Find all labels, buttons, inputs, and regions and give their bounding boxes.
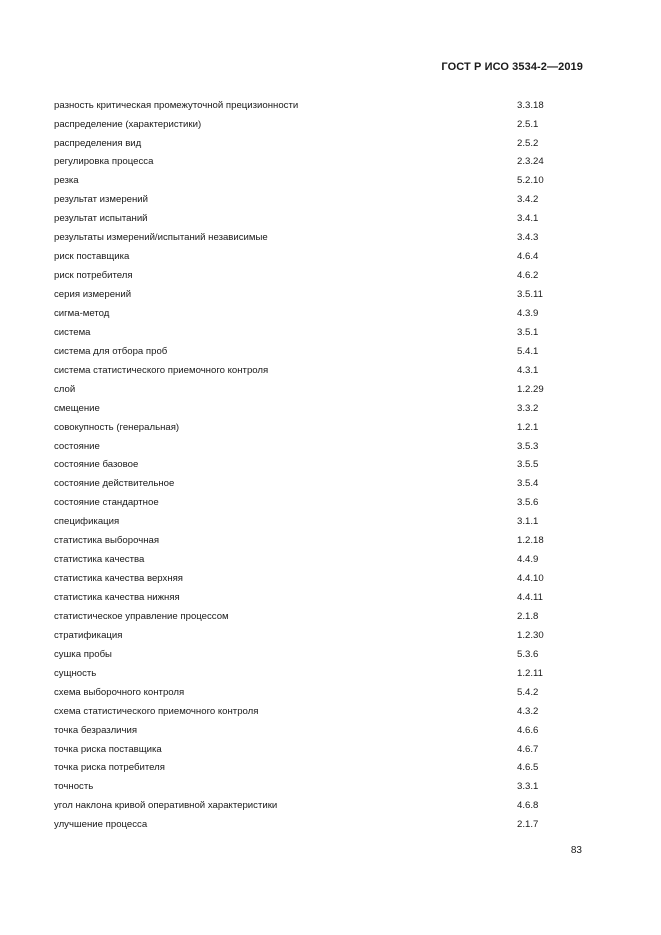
index-entry (54, 778, 574, 797)
index-entry (54, 683, 574, 702)
index-term: состояние действительное (54, 478, 175, 490)
index-entry (54, 210, 574, 229)
index-ref: 1.2.1 (517, 421, 539, 433)
index-term: резка (54, 175, 79, 187)
index-entry (54, 437, 574, 456)
index-ref: 1.2.11 (517, 667, 543, 679)
index-entry (54, 266, 574, 285)
index-ref: 3.4.1 (517, 213, 539, 225)
index-entry (54, 285, 574, 304)
index-term: статистика качества верхняя (54, 573, 184, 585)
index-entry (54, 721, 574, 740)
index-entry (54, 380, 574, 399)
index-ref: 2.5.2 (517, 137, 539, 149)
index-entry (54, 513, 574, 532)
index-entry (54, 740, 574, 759)
index-ref: 4.6.5 (517, 762, 539, 774)
index-ref: 3.5.6 (517, 497, 539, 509)
index-ref: 3.4.3 (517, 232, 539, 244)
index-ref: 4.3.2 (517, 705, 539, 717)
index-entry (54, 664, 574, 683)
index-entry (54, 607, 574, 626)
index-ref: 4.6.4 (517, 251, 539, 263)
index-term: совокупность (генеральная) (54, 421, 180, 433)
index-entry (54, 323, 574, 342)
index-term: стратификация (54, 629, 123, 641)
index-term: статистика выборочная (54, 535, 160, 547)
index-ref: 3.5.1 (517, 326, 539, 338)
index-ref: 3.1.1 (517, 516, 539, 528)
index-term: распределение (характеристики) (54, 118, 202, 130)
index-entry (54, 759, 574, 778)
index-term: результат испытаний (54, 213, 148, 225)
index-term: статистика качества нижняя (54, 592, 180, 604)
index-term: разность критическая промежуточной прецизионности (54, 99, 299, 111)
index-ref: 4.6.7 (517, 743, 539, 755)
index-term: сущность (54, 667, 97, 679)
index-entry (54, 816, 574, 835)
index-ref: 3.5.3 (517, 440, 539, 452)
index-term: слой (54, 383, 76, 395)
index-entry (54, 248, 574, 267)
index-term: состояние стандартное (54, 497, 159, 509)
index-entry (54, 702, 574, 721)
index-ref: 3.4.2 (517, 194, 539, 206)
index-term: сигма-метод (54, 307, 110, 319)
index-ref: 3.5.5 (517, 459, 539, 471)
index-term: результаты измерений/испытаний независимые (54, 232, 268, 244)
index-ref: 5.4.2 (517, 686, 539, 698)
index-ref: 5.4.1 (517, 345, 539, 357)
index-term: система статистического приемочного контроля (54, 364, 269, 376)
index-entry (54, 569, 574, 588)
index-ref: 4.6.6 (517, 724, 539, 736)
index-ref: 4.3.9 (517, 307, 539, 319)
index-ref: 2.1.8 (517, 610, 539, 622)
index-entry (54, 645, 574, 664)
index-term: состояние (54, 440, 100, 452)
index-ref: 4.4.10 (517, 573, 544, 585)
index-ref: 4.6.8 (517, 800, 539, 812)
index-term: система (54, 326, 91, 338)
index-entry (54, 588, 574, 607)
index-term: схема выборочного контроля (54, 686, 185, 698)
index-term: сушка пробы (54, 648, 112, 660)
index-entry (54, 134, 574, 153)
index-entry (54, 551, 574, 570)
index-entry (54, 399, 574, 418)
index-term: угол наклона кривой оперативной характеристики (54, 800, 278, 812)
index-term: риск поставщика (54, 251, 130, 263)
index-term: точка безразличия (54, 724, 138, 736)
index-list (54, 96, 574, 835)
index-ref: 1.2.30 (517, 629, 544, 641)
index-entry (54, 96, 574, 115)
index-term: точка риска потребителя (54, 762, 165, 774)
index-term: точка риска поставщика (54, 743, 162, 755)
index-term: спецификация (54, 516, 120, 528)
index-entry (54, 626, 574, 645)
index-term: точность (54, 781, 94, 793)
index-term: улучшение процесса (54, 819, 148, 831)
index-term: статистическое управление процессом (54, 610, 229, 622)
index-term: распределения вид (54, 137, 142, 149)
index-term: система для отбора проб (54, 345, 168, 357)
index-ref: 4.4.9 (517, 554, 539, 566)
index-term: состояние базовое (54, 459, 139, 471)
index-ref: 4.3.1 (517, 364, 539, 376)
index-ref: 3.3.2 (517, 402, 539, 414)
index-entry (54, 172, 574, 191)
index-ref: 4.4.11 (517, 592, 543, 604)
index-ref: 2.1.7 (517, 819, 539, 831)
index-entry (54, 361, 574, 380)
index-ref: 2.5.1 (517, 118, 539, 130)
index-term: схема статистического приемочного контроля (54, 705, 259, 717)
index-entry (54, 191, 574, 210)
page-number: 83 (570, 845, 582, 856)
index-entry (54, 418, 574, 437)
index-ref: 3.5.11 (517, 289, 543, 301)
index-ref: 5.2.10 (517, 175, 544, 187)
index-term: регулировка процесса (54, 156, 154, 168)
index-entry (54, 229, 574, 248)
index-ref: 1.2.18 (517, 535, 544, 547)
index-entry (54, 304, 574, 323)
document-code: ГОСТ Р ИСО 3534-2—2019 (441, 61, 583, 73)
index-entry (54, 797, 574, 816)
index-ref: 5.3.6 (517, 648, 539, 660)
index-ref: 3.3.18 (517, 99, 544, 111)
index-ref: 2.3.24 (517, 156, 544, 168)
index-ref: 3.5.4 (517, 478, 539, 490)
index-entry (54, 475, 574, 494)
index-term: статистика качества (54, 554, 145, 566)
index-term: серия измерений (54, 289, 132, 301)
index-term: риск потребителя (54, 270, 133, 282)
index-term: смещение (54, 402, 100, 414)
index-entry (54, 456, 574, 475)
index-ref: 1.2.29 (517, 383, 544, 395)
index-term: результат измерений (54, 194, 149, 206)
index-entry (54, 494, 574, 513)
index-ref: 3.3.1 (517, 781, 539, 793)
index-entry (54, 115, 574, 134)
index-ref: 4.6.2 (517, 270, 539, 282)
index-entry (54, 153, 574, 172)
index-entry (54, 532, 574, 551)
index-entry (54, 342, 574, 361)
